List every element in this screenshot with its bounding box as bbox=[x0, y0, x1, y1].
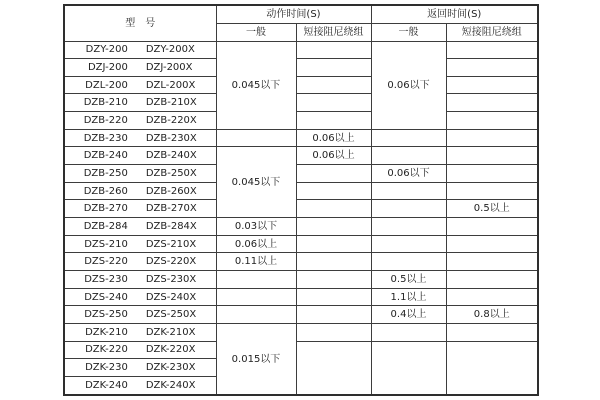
act-damping-cell bbox=[296, 271, 371, 289]
header-act-damping: 短接阻尼绕组 bbox=[296, 23, 371, 41]
model-b: DZB-250X bbox=[145, 167, 197, 179]
model-b: DZS-240X bbox=[145, 291, 197, 303]
ret-damping-cell bbox=[446, 59, 538, 77]
act-general-cell bbox=[216, 306, 296, 324]
ret-general-cell bbox=[371, 235, 446, 253]
table-row bbox=[64, 76, 538, 94]
relay-spec-table bbox=[63, 4, 539, 396]
model-cell bbox=[64, 341, 216, 359]
header-ret-general: 一般 bbox=[371, 23, 446, 41]
ret-general-cell bbox=[371, 129, 446, 147]
model-cell bbox=[64, 200, 216, 218]
model-cell bbox=[64, 165, 216, 183]
model-cell bbox=[64, 218, 216, 236]
act-damping-cell bbox=[296, 306, 371, 324]
table-row bbox=[64, 59, 538, 77]
ret-damping-cell bbox=[446, 253, 538, 271]
model-b: DZS-210X bbox=[145, 238, 197, 250]
model-a: DZK-230 bbox=[85, 362, 128, 374]
ret-damping-cell bbox=[446, 112, 538, 130]
model-cell bbox=[64, 271, 216, 289]
act-general-cell bbox=[216, 129, 296, 147]
ret-general-cell bbox=[371, 253, 446, 271]
model-b: DZB-230X bbox=[145, 132, 197, 144]
ret-damping-cell bbox=[446, 41, 538, 59]
table-row bbox=[64, 324, 538, 342]
model-b: DZK-230X bbox=[145, 362, 196, 374]
table-row bbox=[64, 147, 538, 165]
model-b: DZS-220X bbox=[145, 256, 197, 268]
act-damping-cell bbox=[296, 94, 371, 112]
table-row bbox=[64, 306, 538, 324]
act-general-cell bbox=[216, 271, 296, 289]
act-general-cell: 0.06以上 bbox=[216, 235, 296, 253]
act-damping-cell bbox=[296, 59, 371, 77]
model-a: DZJ-200 bbox=[87, 61, 128, 73]
model-cell bbox=[64, 41, 216, 59]
act-general-cell: 0.045以下 bbox=[216, 147, 296, 218]
table-row bbox=[64, 218, 538, 236]
model-a: DZK-210 bbox=[85, 326, 128, 338]
table-row bbox=[64, 235, 538, 253]
model-cell bbox=[64, 59, 216, 77]
model-b: DZB-220X bbox=[145, 114, 197, 126]
model-b: DZK-240X bbox=[145, 379, 196, 391]
act-general-cell: 0.015以下 bbox=[216, 324, 296, 396]
ret-general-cell bbox=[371, 324, 446, 342]
model-cell bbox=[64, 235, 216, 253]
model-cell bbox=[64, 359, 216, 377]
model-cell bbox=[64, 76, 216, 94]
model-a: DZY-200 bbox=[85, 44, 128, 56]
model-cell bbox=[64, 306, 216, 324]
model-cell bbox=[64, 129, 216, 147]
table-row bbox=[64, 129, 538, 147]
model-a: DZS-220 bbox=[84, 256, 128, 268]
ret-damping-cell bbox=[446, 341, 538, 395]
ret-general-cell bbox=[371, 200, 446, 218]
ret-damping-cell bbox=[446, 288, 538, 306]
model-a: DZB-240 bbox=[83, 150, 128, 162]
model-cell bbox=[64, 94, 216, 112]
act-general-cell: 0.11以上 bbox=[216, 253, 296, 271]
act-general-cell bbox=[216, 288, 296, 306]
model-b: DZJ-200X bbox=[145, 61, 193, 73]
table-row bbox=[64, 288, 538, 306]
header-action-time: 动作时间(S) bbox=[216, 5, 371, 23]
ret-damping-cell bbox=[446, 218, 538, 236]
ret-general-cell: 1.1以上 bbox=[371, 288, 446, 306]
table-row bbox=[64, 112, 538, 130]
model-b: DZY-200X bbox=[145, 44, 195, 56]
ret-damping-cell bbox=[446, 165, 538, 183]
model-a: DZB-250 bbox=[83, 167, 128, 179]
header-return-time: 返回时间(S) bbox=[371, 5, 538, 23]
table-row bbox=[64, 94, 538, 112]
table-row bbox=[64, 253, 538, 271]
model-a: DZK-240 bbox=[85, 379, 128, 391]
model-b: DZB-210X bbox=[145, 97, 197, 109]
model-cell bbox=[64, 376, 216, 395]
ret-general-cell bbox=[371, 341, 446, 395]
ret-damping-cell: 0.5以上 bbox=[446, 200, 538, 218]
act-damping-cell bbox=[296, 288, 371, 306]
ret-damping-cell bbox=[446, 94, 538, 112]
model-cell bbox=[64, 324, 216, 342]
act-damping-cell bbox=[296, 112, 371, 130]
model-cell bbox=[64, 288, 216, 306]
model-a: DZS-230 bbox=[84, 273, 128, 285]
ret-general-cell: 0.06以下 bbox=[371, 165, 446, 183]
model-cell bbox=[64, 147, 216, 165]
act-damping-cell bbox=[296, 235, 371, 253]
act-general-cell: 0.045以下 bbox=[216, 41, 296, 129]
model-a: DZK-220 bbox=[85, 344, 128, 356]
model-a: DZB-220 bbox=[83, 114, 128, 126]
model-b: DZB-240X bbox=[145, 150, 197, 162]
act-damping-cell bbox=[296, 182, 371, 200]
model-cell bbox=[64, 112, 216, 130]
act-damping-cell bbox=[296, 341, 371, 395]
model-b: DZL-200X bbox=[145, 79, 196, 91]
ret-general-cell bbox=[371, 182, 446, 200]
model-a: DZS-210 bbox=[84, 238, 128, 250]
act-damping-cell bbox=[296, 76, 371, 94]
act-damping-cell bbox=[296, 324, 371, 342]
model-a: DZB-210 bbox=[83, 97, 128, 109]
table-row bbox=[64, 182, 538, 200]
ret-general-cell bbox=[371, 147, 446, 165]
model-b: DZB-260X bbox=[145, 185, 197, 197]
model-a: DZB-230 bbox=[83, 132, 128, 144]
model-b: DZK-220X bbox=[145, 344, 196, 356]
ret-damping-cell bbox=[446, 76, 538, 94]
ret-damping-cell bbox=[446, 324, 538, 342]
model-a: DZS-240 bbox=[84, 291, 128, 303]
model-a: DZB-260 bbox=[83, 185, 128, 197]
act-damping-cell bbox=[296, 253, 371, 271]
header-ret-damping: 短接阻尼绕组 bbox=[446, 23, 538, 41]
model-a: DZS-250 bbox=[84, 309, 128, 321]
model-cell bbox=[64, 182, 216, 200]
ret-damping-cell bbox=[446, 182, 538, 200]
ret-general-cell: 0.06以下 bbox=[371, 41, 446, 129]
model-cell bbox=[64, 253, 216, 271]
ret-damping-cell bbox=[446, 235, 538, 253]
ret-damping-cell: 0.8以上 bbox=[446, 306, 538, 324]
act-damping-cell bbox=[296, 165, 371, 183]
act-damping-cell bbox=[296, 218, 371, 236]
table-row bbox=[64, 271, 538, 289]
act-damping-cell: 0.06以上 bbox=[296, 129, 371, 147]
model-a: DZL-200 bbox=[85, 79, 128, 91]
table-row bbox=[64, 165, 538, 183]
act-damping-cell bbox=[296, 41, 371, 59]
act-general-cell: 0.03以下 bbox=[216, 218, 296, 236]
model-b: DZS-250X bbox=[145, 309, 197, 321]
model-b: DZS-230X bbox=[145, 273, 197, 285]
table-row bbox=[64, 341, 538, 359]
header-model: 型 号 bbox=[64, 5, 216, 41]
ret-general-cell bbox=[371, 218, 446, 236]
table-row bbox=[64, 200, 538, 218]
act-damping-cell bbox=[296, 200, 371, 218]
ret-general-cell: 0.5以上 bbox=[371, 271, 446, 289]
ret-damping-cell bbox=[446, 271, 538, 289]
model-b: DZB-284X bbox=[145, 220, 197, 232]
model-b: DZB-270X bbox=[145, 203, 197, 215]
table-row bbox=[64, 41, 538, 59]
act-damping-cell: 0.06以上 bbox=[296, 147, 371, 165]
header-act-general: 一般 bbox=[216, 23, 296, 41]
ret-damping-cell bbox=[446, 147, 538, 165]
model-b: DZK-210X bbox=[145, 326, 196, 338]
ret-damping-cell bbox=[446, 129, 538, 147]
model-a: DZB-270 bbox=[83, 203, 128, 215]
model-a: DZB-284 bbox=[83, 220, 128, 232]
ret-general-cell: 0.4以上 bbox=[371, 306, 446, 324]
